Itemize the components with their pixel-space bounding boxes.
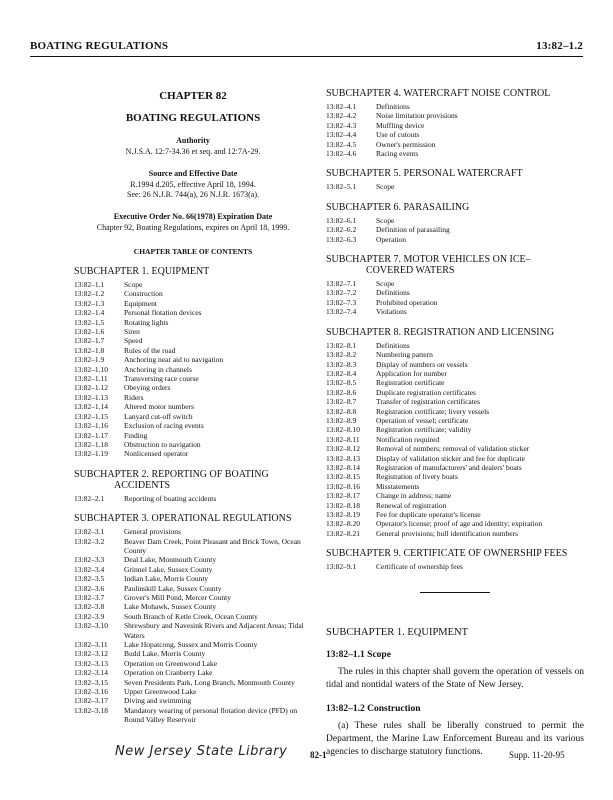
toc-entry-title: Certificate of ownership fees <box>376 562 463 572</box>
toc-entry-number: 13:82–1.16 <box>74 421 108 431</box>
toc-entry <box>326 307 584 316</box>
subchapter-6-title: SUBCHAPTER 6. PARASAILING <box>326 201 470 213</box>
toc-entry <box>74 621 312 640</box>
toc-entry-title: Operation <box>376 234 406 244</box>
toc-entry-number: 13:82–8.18 <box>326 500 360 510</box>
toc-entry-title: Speed <box>124 336 143 346</box>
toc-entry-title: Muffling device <box>376 120 425 130</box>
toc-entry-title: Duplicate registration certificates <box>376 387 476 397</box>
toc-entry-title: Rules of the road <box>124 345 176 355</box>
toc-entry-title: Registration certificate <box>376 378 445 388</box>
toc-entry-title: Application for number <box>376 368 447 378</box>
header-rule <box>30 56 583 57</box>
toc-entry-number: 13:82–1.14 <box>74 402 108 412</box>
toc-entry <box>326 562 584 571</box>
toc-entry-number: 13:82–3.11 <box>74 640 108 649</box>
toc-entry <box>326 454 584 463</box>
toc-entry-title: Grinnel Lake, Sussex County <box>124 564 213 574</box>
toc-entry <box>326 463 584 472</box>
toc-entry-number: 13:82–1.9 <box>74 355 105 365</box>
toc-entry-number: 13:82–2.1 <box>74 493 105 503</box>
expiration-text: Chapter 92, Boating Regulations, expires on April 18, 1999. <box>96 223 290 232</box>
toc-entry <box>326 519 584 528</box>
toc-entry-title: Rotating lights <box>124 317 169 327</box>
toc-entry-number: 13:82–8.21 <box>326 528 360 538</box>
toc-entry-number: 13:82–8.6 <box>326 387 357 397</box>
toc-entry-number: 13:82–4.4 <box>326 130 357 140</box>
toc-entry-title: Use of cutouts <box>376 130 420 140</box>
toc-entry-title: Transfer of registration certificates <box>376 397 481 407</box>
toc-entry-number: 13:82–4.6 <box>326 149 357 159</box>
subchapter-3-title: SUBCHAPTER 3. OPERATIONAL REGULATIONS <box>74 513 292 525</box>
page-number: 82-1 <box>310 750 327 760</box>
toc-entry-title: Equipment <box>124 298 157 308</box>
toc-entry <box>74 649 312 658</box>
toc-entry-number: 13:82–1.7 <box>74 336 105 346</box>
subchapter-5-title: SUBCHAPTER 5. PERSONAL WATERCRAFT <box>326 168 523 180</box>
toc-entry-number: 13:82–8.1 <box>326 340 357 350</box>
toc-entry-number: 13:82–6.3 <box>326 234 357 244</box>
body-subchapter-title: SUBCHAPTER 1. EQUIPMENT <box>326 626 469 638</box>
toc-entry <box>326 111 584 120</box>
toc-entry-number: 13:82–8.16 <box>326 481 360 491</box>
toc-list <box>74 527 312 725</box>
toc-list <box>74 280 312 459</box>
toc-entry-title: Altered motor numbers <box>124 402 194 412</box>
toc-entry-number: 13:82–1.1 <box>74 280 105 289</box>
toc-entry <box>74 421 312 430</box>
toc-entry <box>74 308 312 317</box>
toc-entry-title: Seven Presidents Park, Long Branch, Monmouth County <box>124 677 295 687</box>
toc-entry-number: 13:82–8.12 <box>326 444 360 454</box>
toc-entry <box>74 602 312 611</box>
toc-entry-title: Grover's Mill Pond, Mercer County <box>124 592 231 602</box>
toc-entry <box>326 425 584 434</box>
toc-entry-number: 13:82–1.11 <box>74 374 108 384</box>
toc-entry-title: Change in address; name <box>376 491 452 501</box>
toc-entry-title: Numbering pattern <box>376 350 433 360</box>
toc-entry <box>74 584 312 593</box>
toc-entry <box>74 365 312 374</box>
toc-entry <box>326 235 584 244</box>
toc-entry-number: 13:82–3.3 <box>74 555 105 565</box>
section-heading-construction: 13:82–1.2 Construction <box>326 703 421 714</box>
toc-entry <box>74 383 312 392</box>
toc-entry-number: 13:82–1.4 <box>74 308 105 318</box>
toc-entry <box>326 369 584 378</box>
toc-list <box>326 182 584 191</box>
toc-entry-title: Lake Mohawk, Sussex County <box>124 602 217 612</box>
toc-entry-number: 13:82–8.3 <box>326 359 357 369</box>
toc-entry-number: 13:82–3.10 <box>74 621 108 631</box>
toc-entry-number: 13:82–6.1 <box>326 215 357 225</box>
right-column <box>326 62 584 759</box>
toc-entry-title: Display of validation sticker and fee for duplicate <box>376 453 525 463</box>
chapter-title: BOATING REGULATIONS <box>125 112 261 124</box>
toc-entry <box>326 298 584 307</box>
toc-entry <box>74 565 312 574</box>
toc-entry <box>74 393 312 402</box>
toc-entry-title: Noise limitation provisions <box>376 111 458 121</box>
authority-heading: Authority <box>176 136 210 145</box>
toc-entry-title: Beaver Dam Creek, Point Pleasant and Brick Town, Ocean County <box>124 536 301 555</box>
toc-entry <box>326 482 584 491</box>
toc-list <box>326 216 584 244</box>
toc-entry-number: 13:82–1.6 <box>74 327 105 337</box>
section-divider <box>420 592 490 593</box>
toc-entry-number: 13:82–3.14 <box>74 668 108 678</box>
toc-entry-title: Scope <box>376 182 395 192</box>
toc-entry-title: Diving and swimming <box>124 696 192 706</box>
subchapter-7-title: SUBCHAPTER 7. MOTOR VEHICLES ON ICE– COVERED WATERS <box>326 254 531 277</box>
toc-entry <box>326 491 584 500</box>
toc-entry <box>326 472 584 481</box>
toc-entry <box>74 431 312 440</box>
toc-entry-title: Upper Greenwood Lake <box>124 687 197 697</box>
toc-entry-number: 13:82–3.12 <box>74 649 108 659</box>
toc-entry-number: 13:82–1.19 <box>74 449 108 459</box>
toc-entry-title: Scope <box>376 279 395 289</box>
toc-entry-number: 13:82–1.13 <box>74 392 108 402</box>
toc-entry <box>74 696 312 705</box>
toc-entry <box>326 378 584 387</box>
subchapter-1-title: SUBCHAPTER 1. EQUIPMENT <box>74 266 210 277</box>
toc-entry <box>74 527 312 536</box>
toc-entry <box>326 279 584 288</box>
toc-entry <box>74 440 312 449</box>
toc-entry-number: 13:82–3.7 <box>74 592 105 602</box>
toc-entry <box>326 435 584 444</box>
toc-entry <box>74 640 312 649</box>
toc-entry-number: 13:82–1.10 <box>74 364 108 374</box>
toc-entry-title: Scope <box>376 215 395 225</box>
toc-entry <box>326 360 584 369</box>
toc-entry-number: 13:82–3.15 <box>74 677 108 687</box>
toc-entry-number: 13:82–3.4 <box>74 564 105 574</box>
toc-heading: CHAPTER TABLE OF CONTENTS <box>133 247 253 256</box>
toc-entry <box>326 388 584 397</box>
toc-entry-number: 13:82–3.8 <box>74 602 105 612</box>
header-section: 13:82–1.2 <box>536 40 583 52</box>
toc-entry-number: 13:82–4.5 <box>326 139 357 149</box>
toc-entry <box>326 529 584 538</box>
toc-entry <box>326 350 584 359</box>
toc-entry-title: Operation of vessel; certificate <box>376 415 469 425</box>
section-text-construction: (a) These rules shall be liberally construed to permit the Department, the Marine Law Enforcement Bureau and its various agencies to discharge statutory functions. <box>326 720 584 757</box>
toc-entry-title: Reporting of boating accidents <box>124 493 217 503</box>
left-column <box>74 62 312 725</box>
toc-entry-title: Indian Lake, Morris County <box>124 574 209 584</box>
toc-entry <box>326 341 584 350</box>
toc-entry-number: 13:82–1.17 <box>74 430 108 440</box>
toc-entry-number: 13:82–9.1 <box>326 562 357 572</box>
subchapter-9-title: SUBCHAPTER 9. CERTIFICATE OF OWNERSHIP FEES <box>326 548 568 560</box>
toc-entry-number: 13:82–3.18 <box>74 705 108 715</box>
toc-entry-number: 13:82–1.15 <box>74 411 108 421</box>
toc-entry <box>74 593 312 602</box>
toc-entry <box>74 280 312 289</box>
toc-entry-title: Budd Lake, Morris County <box>124 649 206 659</box>
toc-entry-title: Shrewsbury and Navesink Rivers and Adjacent Areas; Tidal Waters <box>124 621 304 640</box>
toc-entry-title: Renewal of registration <box>376 500 447 510</box>
toc-entry-title: Transversing race course <box>124 374 199 384</box>
toc-entry <box>326 510 584 519</box>
toc-entry <box>74 574 312 583</box>
toc-entry-number: 13:82–8.13 <box>326 453 360 463</box>
toc-entry-title: Removal of numbers; removal of validation sticker <box>376 444 530 454</box>
toc-entry-number: 13:82–3.1 <box>74 527 105 537</box>
toc-entry-number: 13:82–1.2 <box>74 289 105 299</box>
toc-entry-title: Definitions <box>376 340 410 350</box>
toc-entry-title: Fee for duplicate operator's license <box>376 510 481 519</box>
toc-entry-title: General provisions; hull identification numbers <box>376 528 519 538</box>
toc-entry <box>74 412 312 421</box>
subchapter-2-title: SUBCHAPTER 2. REPORTING OF BOATING ACCIDENTS <box>74 468 269 491</box>
toc-entry <box>74 494 312 503</box>
toc-entry-title: Definitions <box>376 102 410 111</box>
subchapter-8-title: SUBCHAPTER 8. REGISTRATION AND LICENSING <box>326 326 555 338</box>
toc-entry <box>326 288 584 297</box>
toc-entry-number: 13:82–6.2 <box>326 225 357 235</box>
toc-entry <box>326 407 584 416</box>
toc-entry-title: Paulinskill Lake, Sussex County <box>124 583 222 593</box>
toc-entry-number: 13:82–8.7 <box>326 397 357 407</box>
toc-entry-number: 13:82–1.18 <box>74 439 108 449</box>
toc-entry-title: Notification required <box>376 434 440 444</box>
toc-entry-number: 13:82–7.2 <box>326 288 357 298</box>
toc-entry-title: Owner's permission <box>376 139 436 149</box>
toc-entry-title: South Branch of Ketle Creek, Ocean County <box>124 611 258 621</box>
toc-entry-title: Obstruction to navigation <box>124 439 201 449</box>
toc-entry-number: 13:82–8.10 <box>326 425 360 435</box>
toc-entry <box>326 130 584 139</box>
toc-entry-title: Riders <box>124 392 144 402</box>
toc-entry-title: Anchoring near aid to navigation <box>124 355 224 365</box>
toc-entry-number: 13:82–8.2 <box>326 350 357 360</box>
toc-entry-title: General provisions <box>124 527 181 537</box>
page-footer <box>0 744 613 774</box>
toc-entry <box>74 336 312 345</box>
toc-entry <box>326 216 584 225</box>
toc-entry <box>74 355 312 364</box>
library-stamp: New Jersey State Library <box>115 744 288 759</box>
toc-entry <box>74 678 312 687</box>
toc-entry <box>74 289 312 298</box>
toc-entry-title: Anchoring in channels <box>124 364 192 374</box>
toc-entry <box>74 402 312 411</box>
toc-entry-number: 13:82–8.15 <box>326 472 360 482</box>
toc-entry-title: Operation on Cranberry Lake <box>124 668 213 678</box>
toc-entry <box>326 140 584 149</box>
toc-list <box>326 562 584 571</box>
toc-entry-number: 13:82–8.8 <box>326 406 357 416</box>
toc-entry <box>74 346 312 355</box>
toc-entry <box>74 659 312 668</box>
toc-entry <box>326 416 584 425</box>
toc-entry <box>74 318 312 327</box>
source-heading: Source and Effective Date <box>148 169 238 178</box>
toc-entry-number: 13:82–5.1 <box>326 182 357 192</box>
toc-entry <box>326 149 584 158</box>
toc-entry <box>326 102 584 111</box>
toc-entry-number: 13:82–8.5 <box>326 378 357 388</box>
toc-entry-number: 13:82–3.6 <box>74 583 105 593</box>
toc-list <box>326 102 584 158</box>
running-header <box>30 40 583 54</box>
toc-entry-title: Operator's license; proof of age and identity; expiration <box>376 519 543 529</box>
toc-entry-number: 13:82–4.3 <box>326 120 357 130</box>
toc-entry-title: Scope <box>124 280 143 289</box>
toc-entry-title: Construction <box>124 289 163 299</box>
toc-entry-number: 13:82–8.11 <box>326 434 360 444</box>
toc-entry <box>74 299 312 308</box>
toc-entry <box>326 225 584 234</box>
toc-entry-title: Display of numbers on vessels <box>376 359 468 369</box>
header-title: BOATING REGULATIONS <box>30 40 169 52</box>
toc-entry-title: Definition of parasailing <box>376 225 450 235</box>
section-heading-scope: 13:82–1.1 Scope <box>326 649 391 660</box>
expiration-heading: Executive Order No. 66(1978) Expiration Date <box>113 212 273 221</box>
toc-entry-title: Registration certificate; validity <box>376 425 472 435</box>
toc-entry-title: Violations <box>376 307 407 317</box>
toc-entry-title: Exclusion of racing events <box>124 421 204 431</box>
toc-list <box>326 279 584 317</box>
toc-entry-title: Lanyard cut-off switch <box>124 411 193 421</box>
toc-entry-number: 13:82–3.16 <box>74 687 108 697</box>
toc-entry-number: 13:82–8.19 <box>326 510 360 519</box>
toc-entry-title: Deal Lake, Monmouth County <box>124 555 217 565</box>
toc-entry-title: Prohibited operation <box>376 297 438 307</box>
toc-entry-title: Racing events <box>376 149 419 159</box>
toc-entry-number: 13:82–3.5 <box>74 574 105 584</box>
authority-text: N.J.S.A. 12:7-34.36 et seq. and 12:7A-29. <box>125 147 261 156</box>
toc-entry-number: 13:82–7.4 <box>326 307 357 317</box>
toc-entry-title: Personal flotation devices <box>124 308 202 318</box>
section-text-scope: The rules in this chapter shall govern the operation of vessels on tidal and nontidal waters of the State of New Jersey. <box>326 666 584 690</box>
toc-entry <box>326 121 584 130</box>
toc-entry <box>74 449 312 458</box>
toc-entry-title: Definitions <box>376 288 410 298</box>
toc-entry-number: 13:82–3.9 <box>74 611 105 621</box>
toc-entry-number: 13:82–3.13 <box>74 658 108 668</box>
chapter-number: CHAPTER 82 <box>159 90 227 102</box>
toc-entry <box>74 555 312 564</box>
toc-entry-title: Lake Hopatcong, Sussex and Morris County <box>124 640 258 649</box>
toc-entry-number: 13:82–3.2 <box>74 536 105 546</box>
toc-entry <box>326 182 584 191</box>
toc-entry-title: Nonlicensed operator <box>124 449 189 459</box>
toc-entry-number: 13:82–1.5 <box>74 317 105 327</box>
toc-entry <box>74 374 312 383</box>
toc-entry-title: Mandatory wearing of personal flotation device (PFD) on Round Valley Reservoir <box>124 705 298 725</box>
toc-entry <box>326 501 584 510</box>
toc-entry-number: 13:82–3.17 <box>74 696 108 706</box>
toc-entry <box>74 668 312 677</box>
toc-entry-number: 13:82–8.14 <box>326 462 360 472</box>
toc-entry <box>74 687 312 696</box>
supplement-date: Supp. 11-20-95 <box>509 750 565 760</box>
toc-entry-title: Registration of manufacturers' and dealers' boats <box>376 462 522 472</box>
toc-entry-number: 13:82–8.4 <box>326 368 357 378</box>
toc-entry-number: 13:82–7.3 <box>326 297 357 307</box>
toc-entry-title: Registration certificate; livery vessels <box>376 406 490 416</box>
toc-list <box>326 341 584 539</box>
toc-entry-number: 13:82–8.17 <box>326 491 360 501</box>
toc-entry-number: 13:82–7.1 <box>326 279 357 289</box>
toc-entry-number: 13:82–1.8 <box>74 345 105 355</box>
toc-entry-number: 13:82–4.1 <box>326 102 357 111</box>
source-text: R.1994 d.205, effective April 18, 1994. See: 26 N.J.R. 744(a), 26 N.J.R. 1673(a). <box>127 180 259 199</box>
toc-list <box>74 494 312 503</box>
toc-entry <box>326 397 584 406</box>
toc-entry-title: Registration of livery boats <box>376 472 458 482</box>
subchapter-4-title: SUBCHAPTER 4. WATERCRAFT NOISE CONTROL <box>326 88 551 99</box>
toc-entry-number: 13:82–8.20 <box>326 519 360 529</box>
toc-entry-title: Misstatements <box>376 481 420 491</box>
toc-entry-title: Siren <box>124 327 140 337</box>
toc-entry <box>326 444 584 453</box>
toc-entry-title: Finding <box>124 430 148 440</box>
toc-entry <box>74 537 312 556</box>
toc-entry-number: 13:82–1.12 <box>74 383 108 393</box>
toc-entry-number: 13:82–4.2 <box>326 111 357 121</box>
toc-entry <box>74 706 312 725</box>
toc-entry <box>74 327 312 336</box>
toc-entry-title: Obeying orders <box>124 383 171 393</box>
toc-entry-title: Operation on Greenwood Lake <box>124 658 218 668</box>
toc-entry-number: 13:82–1.3 <box>74 298 105 308</box>
toc-entry <box>74 612 312 621</box>
toc-entry-number: 13:82–8.9 <box>326 415 357 425</box>
